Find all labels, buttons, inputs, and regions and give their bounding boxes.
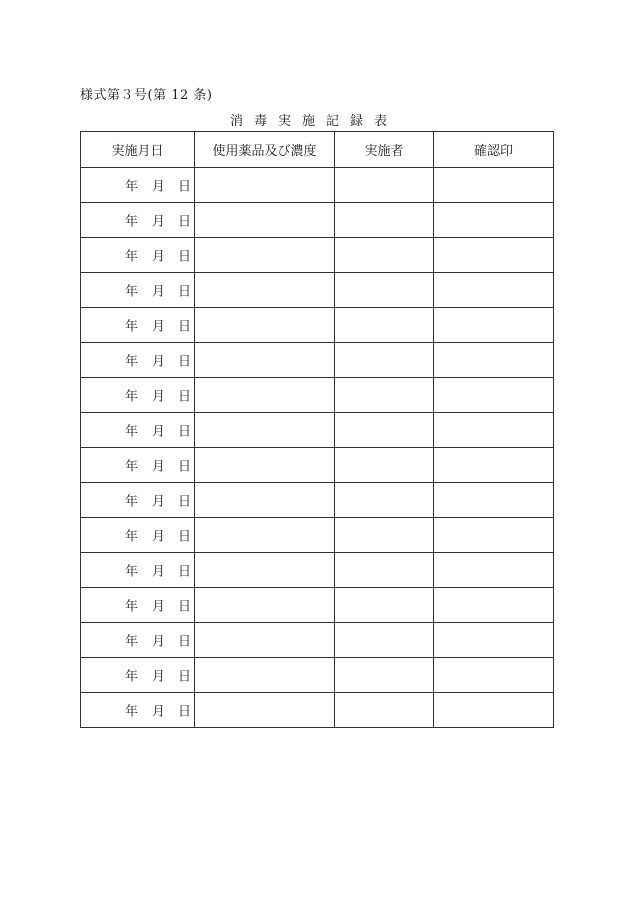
day-label: 日	[178, 249, 192, 265]
confirmation-seal-cell[interactable]	[434, 448, 554, 483]
performer-cell[interactable]	[335, 273, 434, 308]
header-chemical-concentration: 使用薬品及び濃度	[195, 132, 335, 168]
performer-cell[interactable]	[335, 308, 434, 343]
date-cell[interactable]	[81, 658, 195, 693]
date-cell[interactable]	[81, 413, 195, 448]
year-label: 年	[125, 389, 139, 405]
confirmation-seal-cell[interactable]	[434, 553, 554, 588]
table-row	[81, 483, 554, 518]
chemical-cell[interactable]	[195, 413, 335, 448]
chemical-cell[interactable]	[195, 273, 335, 308]
confirmation-seal-cell[interactable]	[434, 623, 554, 658]
table-row	[81, 588, 554, 623]
month-label: 月	[152, 564, 166, 580]
year-label: 年	[125, 319, 139, 335]
year-label: 年	[125, 424, 139, 440]
date-cell[interactable]	[81, 378, 195, 413]
date-cell[interactable]	[81, 553, 195, 588]
month-label: 月	[152, 214, 166, 230]
day-label: 日	[178, 424, 192, 440]
month-label: 月	[152, 634, 166, 650]
month-label: 月	[152, 424, 166, 440]
year-label: 年	[125, 564, 139, 580]
confirmation-seal-cell[interactable]	[434, 658, 554, 693]
table-row	[81, 273, 554, 308]
year-label: 年	[125, 634, 139, 650]
date-cell[interactable]	[81, 203, 195, 238]
year-label: 年	[125, 179, 139, 195]
chemical-cell[interactable]	[195, 343, 335, 378]
date-cell[interactable]	[81, 168, 195, 203]
confirmation-seal-cell[interactable]	[434, 168, 554, 203]
day-label: 日	[178, 354, 192, 370]
day-label: 日	[178, 599, 192, 615]
table-row	[81, 203, 554, 238]
table-row	[81, 378, 554, 413]
confirmation-seal-cell[interactable]	[434, 413, 554, 448]
year-label: 年	[125, 459, 139, 475]
performer-cell[interactable]	[335, 518, 434, 553]
chemical-cell[interactable]	[195, 693, 335, 728]
chemical-cell[interactable]	[195, 308, 335, 343]
performer-cell[interactable]	[335, 238, 434, 273]
day-label: 日	[178, 319, 192, 335]
performer-cell[interactable]	[335, 203, 434, 238]
chemical-cell[interactable]	[195, 448, 335, 483]
confirmation-seal-cell[interactable]	[434, 203, 554, 238]
month-label: 月	[152, 179, 166, 195]
date-cell[interactable]	[81, 448, 195, 483]
year-label: 年	[125, 529, 139, 545]
day-label: 日	[178, 704, 192, 720]
month-label: 月	[152, 459, 166, 475]
day-label: 日	[178, 179, 192, 195]
year-label: 年	[125, 354, 139, 370]
chemical-cell[interactable]	[195, 588, 335, 623]
table-row	[81, 693, 554, 728]
month-label: 月	[152, 284, 166, 300]
confirmation-seal-cell[interactable]	[434, 518, 554, 553]
table-row	[81, 238, 554, 273]
year-label: 年	[125, 214, 139, 230]
year-label: 年	[125, 284, 139, 300]
header-confirmation-seal: 確認印	[434, 132, 554, 168]
year-label: 年	[125, 494, 139, 510]
header-performer: 実施者	[335, 132, 434, 168]
confirmation-seal-cell[interactable]	[434, 378, 554, 413]
day-label: 日	[178, 214, 192, 230]
confirmation-seal-cell[interactable]	[434, 483, 554, 518]
year-label: 年	[125, 599, 139, 615]
table-body	[81, 168, 554, 728]
year-label: 年	[125, 669, 139, 685]
table-row	[81, 343, 554, 378]
month-label: 月	[152, 319, 166, 335]
table-row	[81, 168, 554, 203]
header-date: 実施月日	[81, 132, 195, 168]
performer-cell[interactable]	[335, 693, 434, 728]
performer-cell[interactable]	[335, 168, 434, 203]
performer-cell[interactable]	[335, 448, 434, 483]
chemical-cell[interactable]	[195, 168, 335, 203]
performer-cell[interactable]	[335, 413, 434, 448]
confirmation-seal-cell[interactable]	[434, 588, 554, 623]
month-label: 月	[152, 599, 166, 615]
date-cell[interactable]	[81, 623, 195, 658]
chemical-cell[interactable]	[195, 623, 335, 658]
performer-cell[interactable]	[335, 378, 434, 413]
chemical-cell[interactable]	[195, 518, 335, 553]
table-header-row	[81, 132, 554, 168]
month-label: 月	[152, 494, 166, 510]
table-row	[81, 658, 554, 693]
confirmation-seal-cell[interactable]	[434, 693, 554, 728]
year-label: 年	[125, 249, 139, 265]
table-row	[81, 623, 554, 658]
chemical-cell[interactable]	[195, 203, 335, 238]
table-row	[81, 413, 554, 448]
chemical-cell[interactable]	[195, 553, 335, 588]
table-row	[81, 448, 554, 483]
day-label: 日	[178, 389, 192, 405]
date-cell[interactable]	[81, 238, 195, 273]
date-cell[interactable]	[81, 518, 195, 553]
performer-cell[interactable]	[335, 343, 434, 378]
day-label: 日	[178, 634, 192, 650]
month-label: 月	[152, 249, 166, 265]
chemical-cell[interactable]	[195, 483, 335, 518]
day-label: 日	[178, 459, 192, 475]
day-label: 日	[178, 669, 192, 685]
day-label: 日	[178, 564, 192, 580]
table-row	[81, 553, 554, 588]
confirmation-seal-cell[interactable]	[434, 343, 554, 378]
date-cell[interactable]	[81, 693, 195, 728]
performer-cell[interactable]	[335, 623, 434, 658]
chemical-cell[interactable]	[195, 238, 335, 273]
confirmation-seal-cell[interactable]	[434, 238, 554, 273]
day-label: 日	[178, 494, 192, 510]
performer-cell[interactable]	[335, 658, 434, 693]
table-row	[81, 308, 554, 343]
disinfection-record-table	[80, 131, 554, 728]
month-label: 月	[152, 704, 166, 720]
month-label: 月	[152, 669, 166, 685]
date-cell[interactable]	[81, 483, 195, 518]
form-reference: 様式第３号(第 12 条)	[80, 88, 213, 103]
performer-cell[interactable]	[335, 553, 434, 588]
month-label: 月	[152, 354, 166, 370]
confirmation-seal-cell[interactable]	[434, 273, 554, 308]
day-label: 日	[178, 529, 192, 545]
confirmation-seal-cell[interactable]	[434, 308, 554, 343]
chemical-cell[interactable]	[195, 378, 335, 413]
document-title: 消毒実施記録表	[230, 114, 399, 129]
day-label: 日	[178, 284, 192, 300]
date-cell[interactable]	[81, 588, 195, 623]
chemical-cell[interactable]	[195, 658, 335, 693]
date-cell[interactable]	[81, 273, 195, 308]
table-row	[81, 518, 554, 553]
date-cell[interactable]	[81, 308, 195, 343]
performer-cell[interactable]	[335, 483, 434, 518]
month-label: 月	[152, 389, 166, 405]
year-label: 年	[125, 704, 139, 720]
performer-cell[interactable]	[335, 588, 434, 623]
date-cell[interactable]	[81, 343, 195, 378]
month-label: 月	[152, 529, 166, 545]
